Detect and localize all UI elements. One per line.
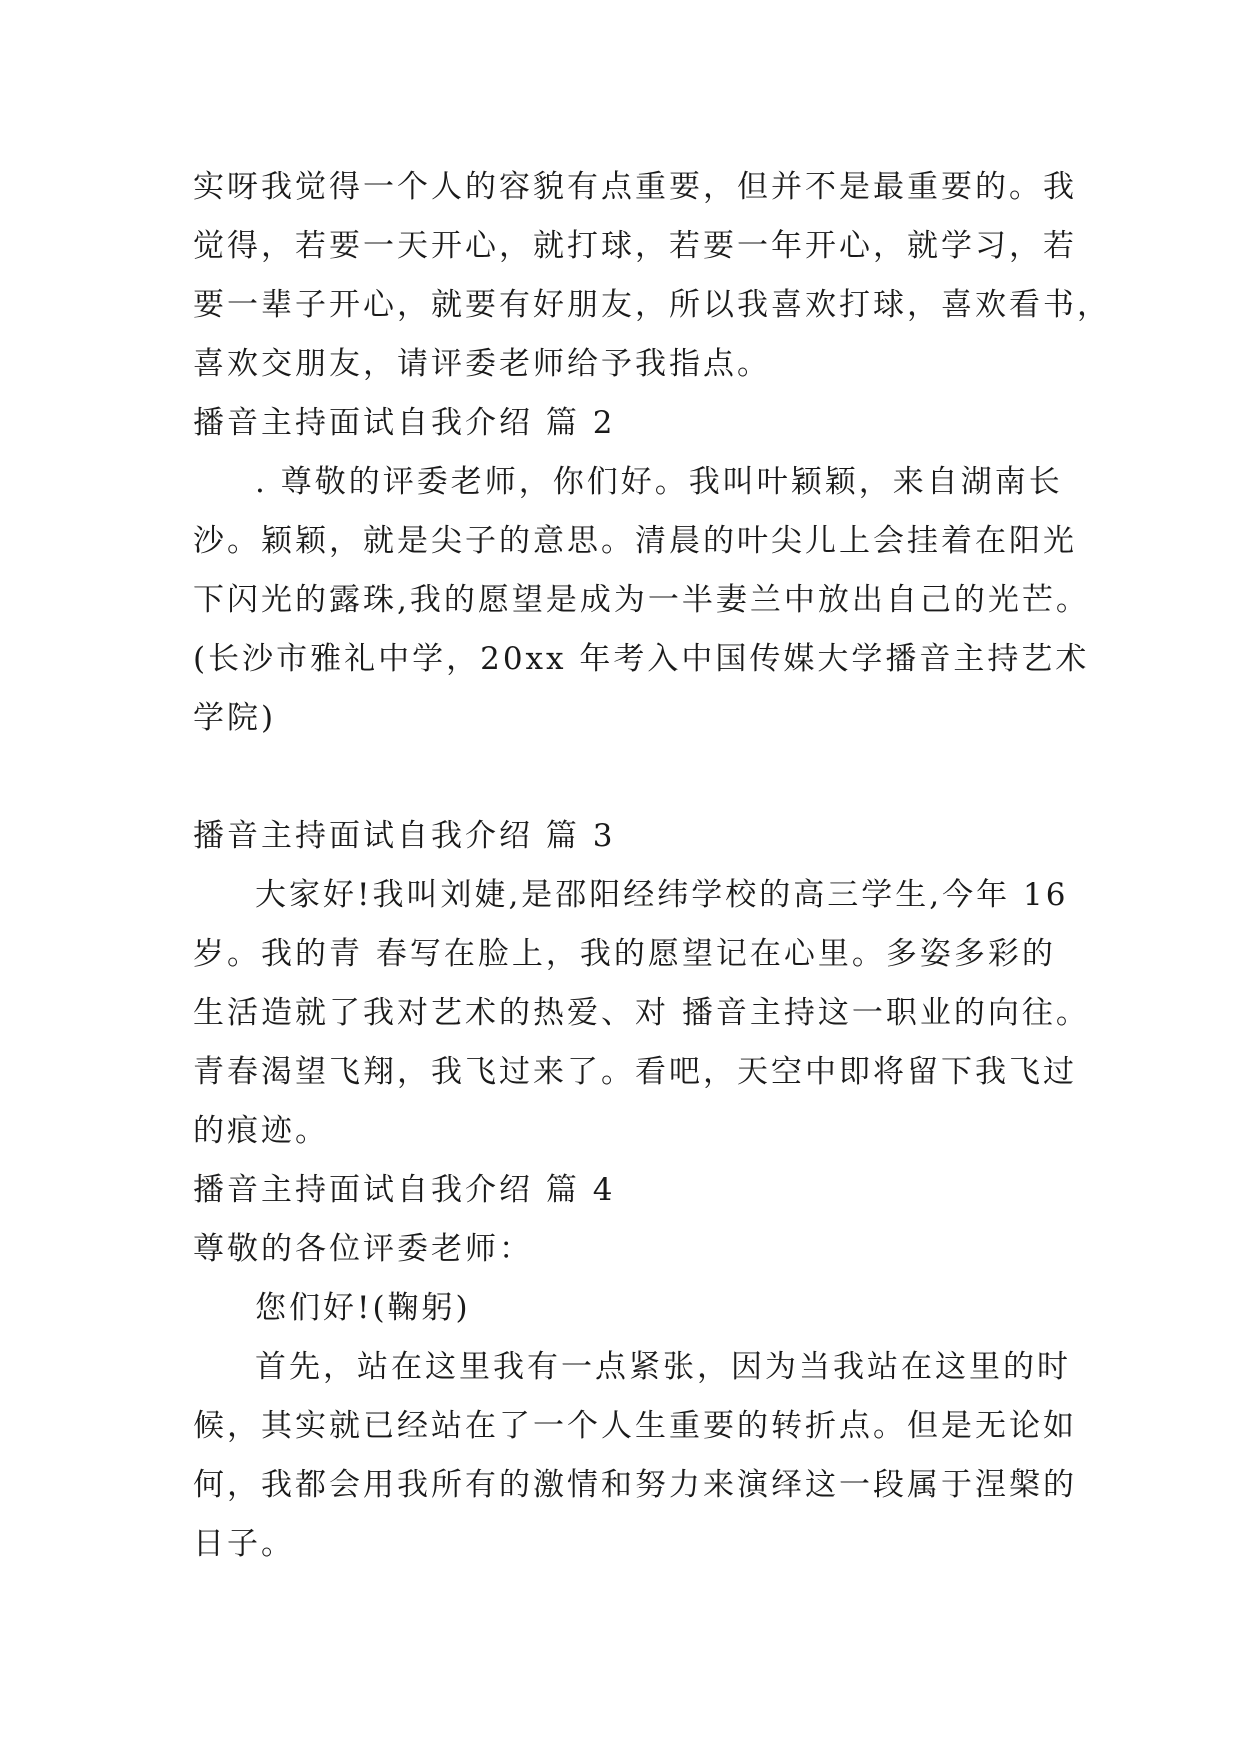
body-text-line: 要一辈子开心，就要有好朋友，所以我喜欢打球，喜欢看书，	[193, 287, 1111, 323]
body-text-line: 生活造就了我对艺术的热爱、对 播音主持这一职业的向往。	[193, 995, 1090, 1031]
body-text-line: 喜欢交朋友，请评委老师给予我指点。	[193, 346, 771, 382]
section-heading: 播音主持面试自我介绍 篇 4	[193, 1172, 616, 1208]
body-text-line: 青春渴望飞翔，我飞过来了。看吧，天空中即将留下我飞过	[193, 1054, 1077, 1090]
blank-line	[193, 748, 1073, 807]
body-text-line: 的痕迹。	[193, 1113, 329, 1149]
body-text-line: 首先，站在这里我有一点紧张，因为当我站在这里的时	[255, 1349, 1071, 1385]
body-text-line: 觉得，若要一天开心，就打球，若要一年开心，就学习，若	[193, 228, 1077, 264]
body-text-line: 日子。	[193, 1526, 295, 1562]
salutation-line: 尊敬的各位评委老师：	[193, 1231, 533, 1267]
section-heading: 播音主持面试自我介绍 篇 2	[193, 405, 616, 441]
body-text-line: (长沙市雅礼中学，20xx 年考入中国传媒大学播音主持艺术	[193, 641, 1090, 677]
document-body	[193, 158, 1111, 1574]
greeting-line: 您们好!(鞠躬)	[255, 1290, 471, 1326]
body-text-line: 学院)	[193, 700, 277, 736]
body-text-line: 实呀我觉得一个人的容貌有点重要，但并不是最重要的。我	[193, 169, 1077, 205]
body-text-line: 沙。颖颖，就是尖子的意思。清晨的叶尖儿上会挂着在阳光	[193, 523, 1077, 559]
body-text-line: 大家好!我叫刘婕,是邵阳经纬学校的高三学生,今年 16	[255, 877, 1069, 913]
body-text-line: 候，其实就已经站在了一个人生重要的转折点。但是无论如	[193, 1408, 1077, 1444]
body-text-line: . 尊敬的评委老师，你们好。我叫叶颖颖，来自湖南长	[255, 464, 1063, 500]
body-text-line: 下闪光的露珠,我的愿望是成为一半妻兰中放出自己的光芒。	[193, 582, 1090, 618]
body-text-line: 何，我都会用我所有的激情和努力来演绎这一段属于涅槃的	[193, 1467, 1077, 1503]
body-text-line: 岁。我的青 春写在脸上，我的愿望记在心里。多姿多彩的	[193, 936, 1056, 972]
section-heading: 播音主持面试自我介绍 篇 3	[193, 818, 616, 854]
